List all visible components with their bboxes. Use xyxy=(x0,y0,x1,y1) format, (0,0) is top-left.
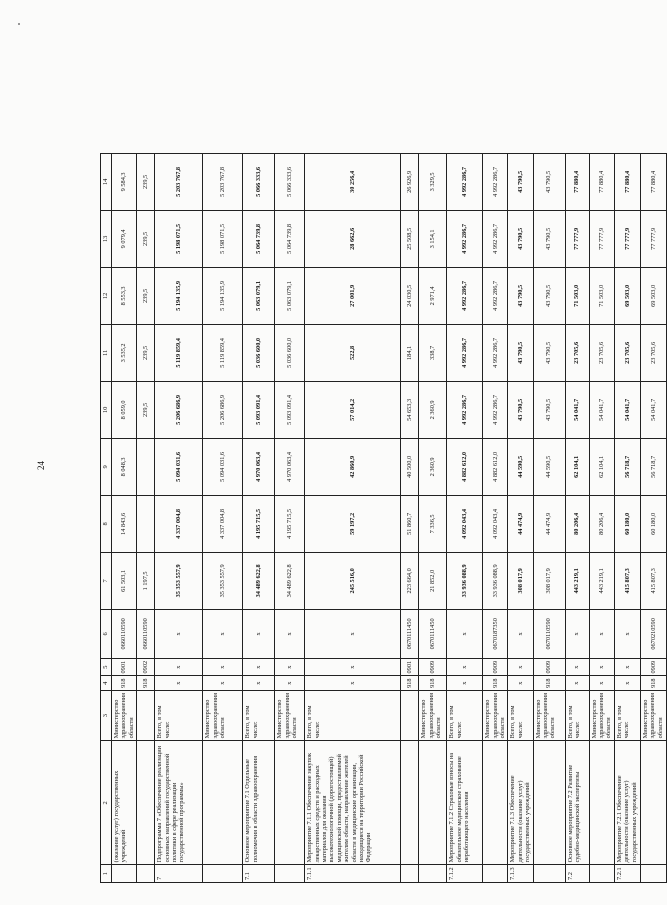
header-cell: 11 xyxy=(101,324,112,381)
table-row xyxy=(640,153,666,882)
row-organization: Всего, в том числе: xyxy=(155,690,203,740)
row-value: 44 474,9 xyxy=(533,495,565,552)
row-value: 77 880,4 xyxy=(614,153,640,210)
row-organization: Министерство здравоохранения области xyxy=(640,690,666,740)
header-cell: 2 xyxy=(101,741,112,865)
row-section: x xyxy=(508,658,533,676)
row-value: 2 971,4 xyxy=(419,267,447,324)
header-cell: 14 xyxy=(101,153,112,210)
row-value: 71 503,0 xyxy=(565,267,589,324)
row-value: 34 489 622,8 xyxy=(275,552,305,609)
row-number xyxy=(275,865,305,883)
row-target-article: x xyxy=(589,609,614,658)
row-value: 239,5 xyxy=(137,381,155,438)
header-cell: 6 xyxy=(101,609,112,658)
row-value: 1 197,5 xyxy=(137,552,155,609)
table-row xyxy=(419,153,447,882)
row-section: 0909 xyxy=(419,658,447,676)
row-number xyxy=(419,865,447,883)
row-organization: Министерство здравоохранения области xyxy=(419,690,447,740)
row-value: 5 206 686,9 xyxy=(203,381,243,438)
row-value: 5 119 859,4 xyxy=(155,324,203,381)
row-value: 54 041,7 xyxy=(565,381,589,438)
row-organization: Министерство здравоохранения области xyxy=(533,690,565,740)
table-row xyxy=(589,153,614,882)
row-grbs: x xyxy=(155,676,203,690)
row-value: 43 790,5 xyxy=(508,153,533,210)
row-value: 5 066 333,6 xyxy=(275,153,305,210)
row-value: 4 992 286,7 xyxy=(483,153,508,210)
table-row xyxy=(137,153,155,882)
row-section: x xyxy=(614,658,640,676)
row-value: 5 194 135,9 xyxy=(155,267,203,324)
row-value: 5 036 600,0 xyxy=(275,324,305,381)
row-value: 43 790,5 xyxy=(508,381,533,438)
row-value: 21 852,0 xyxy=(419,552,447,609)
row-grbs: x xyxy=(614,676,640,690)
row-value: 43 790,5 xyxy=(533,210,565,267)
row-value: 9 584,3 xyxy=(112,153,137,210)
row-section: 0902 xyxy=(137,658,155,676)
row-value: 308 017,9 xyxy=(533,552,565,609)
row-value: 184,1 xyxy=(401,324,419,381)
row-number xyxy=(483,865,508,883)
row-value: 4 992 286,7 xyxy=(483,210,508,267)
row-grbs: x xyxy=(447,676,483,690)
row-value: 4 992 286,7 xyxy=(447,153,483,210)
row-value: 57 014,2 xyxy=(305,381,401,438)
row-organization: Министерство здравоохранения области xyxy=(483,690,508,740)
row-value: 239,5 xyxy=(137,210,155,267)
row-value: 5 119 859,4 xyxy=(203,324,243,381)
row-section: 0909 xyxy=(483,658,508,676)
row-name xyxy=(533,741,565,865)
row-value: 415 807,3 xyxy=(614,552,640,609)
row-value: 4 337 004,8 xyxy=(155,495,203,552)
row-value: 54 041,7 xyxy=(614,381,640,438)
row-grbs: x xyxy=(243,676,275,690)
row-section: x xyxy=(155,658,203,676)
row-value: 69 503,0 xyxy=(614,267,640,324)
row-number: 7.2 xyxy=(565,865,589,883)
row-section: x xyxy=(305,658,401,676)
row-value: 77 880,4 xyxy=(640,153,666,210)
row-value: 43 790,5 xyxy=(508,210,533,267)
row-value: 54 041,7 xyxy=(589,381,614,438)
row-name: Мероприятие 7.1.2 Страховые взносы на обязательное медицинское страхование неработающего населения xyxy=(447,741,483,865)
row-value: 44 590,5 xyxy=(508,438,533,495)
row-value: 33 936 088,9 xyxy=(483,552,508,609)
row-value: 3 154,1 xyxy=(419,210,447,267)
row-value: 8 048,3 xyxy=(112,438,137,495)
row-value: 27 001,9 xyxy=(305,267,401,324)
row-grbs: x xyxy=(565,676,589,690)
row-value: 5 063 079,1 xyxy=(275,267,305,324)
row-value: 80 206,4 xyxy=(565,495,589,552)
header-cell: 7 xyxy=(101,552,112,609)
row-number xyxy=(203,865,243,883)
row-number xyxy=(137,865,155,883)
row-section: x xyxy=(565,658,589,676)
row-value: 5 203 767,8 xyxy=(155,153,203,210)
header-cell: 3 xyxy=(101,690,112,740)
row-value: 4 882 612,0 xyxy=(483,438,508,495)
row-number: 7 xyxy=(155,865,203,883)
row-value: 24 030,5 xyxy=(401,267,419,324)
row-value: 2 360,9 xyxy=(419,438,447,495)
row-number: 7.1.3 xyxy=(508,865,533,883)
row-organization: Всего, в том числе: xyxy=(614,690,640,740)
row-value: 4 992 286,7 xyxy=(447,381,483,438)
row-section: x xyxy=(447,658,483,676)
row-value: 4 970 063,4 xyxy=(243,438,275,495)
row-number: 7.1.2 xyxy=(447,865,483,883)
row-value: 69 503,0 xyxy=(640,267,666,324)
row-value: 35 353 557,9 xyxy=(155,552,203,609)
row-organization: Министерство здравоохранения области xyxy=(112,690,137,740)
table-row xyxy=(155,153,203,882)
row-value: 5 064 739,8 xyxy=(275,210,305,267)
row-value: 43 790,5 xyxy=(508,324,533,381)
row-value: 51 860,7 xyxy=(401,495,419,552)
row-value: 25 508,5 xyxy=(401,210,419,267)
row-number: 7.1 xyxy=(243,865,275,883)
row-value: 308 017,9 xyxy=(508,552,533,609)
table-row xyxy=(401,153,419,882)
row-value: 23 705,6 xyxy=(640,324,666,381)
row-organization: Всего, в том числе: xyxy=(305,690,401,740)
table-row xyxy=(614,153,640,882)
row-value: 23 705,6 xyxy=(589,324,614,381)
row-organization: Министерство здравоохранения области xyxy=(275,690,305,740)
table-row xyxy=(305,153,401,882)
table-body xyxy=(101,153,667,882)
row-value: 4 337 004,8 xyxy=(203,495,243,552)
row-organization xyxy=(137,690,155,740)
header-cell: 5 xyxy=(101,658,112,676)
row-target-article: 0670111450 xyxy=(401,609,419,658)
row-grbs: 918 xyxy=(137,676,155,690)
header-row xyxy=(101,153,112,882)
row-grbs: x xyxy=(275,676,305,690)
row-name: Мероприятие 7.2.1 Обеспечение деятельности (оказание услуг) государственных учреждений xyxy=(614,741,640,865)
row-grbs: 918 xyxy=(533,676,565,690)
header-cell: 4 xyxy=(101,676,112,690)
row-value: 5 094 031,6 xyxy=(203,438,243,495)
row-value: 5 198 071,5 xyxy=(155,210,203,267)
table-row xyxy=(447,153,483,882)
header-cell: 10 xyxy=(101,381,112,438)
row-value: 77 880,4 xyxy=(589,153,614,210)
row-name xyxy=(640,741,666,865)
header-cell: 1 xyxy=(101,865,112,883)
row-target-article: 0660110590 xyxy=(112,609,137,658)
row-value: 338,7 xyxy=(419,324,447,381)
row-target-article: x xyxy=(155,609,203,658)
row-value: 60 180,0 xyxy=(640,495,666,552)
row-name xyxy=(137,741,155,865)
row-grbs: 918 xyxy=(419,676,447,690)
header-cell: 9 xyxy=(101,438,112,495)
row-grbs: 918 xyxy=(112,676,137,690)
row-target-article: x xyxy=(275,609,305,658)
row-value: 415 807,3 xyxy=(640,552,666,609)
row-value: 4 092 043,4 xyxy=(483,495,508,552)
row-value: 5 206 686,9 xyxy=(155,381,203,438)
row-value: 245 516,0 xyxy=(305,552,401,609)
row-value: 33 936 088,9 xyxy=(447,552,483,609)
row-target-article: 0660110590 xyxy=(137,609,155,658)
row-value: 4 092 043,4 xyxy=(447,495,483,552)
row-organization xyxy=(401,690,419,740)
row-value: 443 219,1 xyxy=(589,552,614,609)
row-grbs: x xyxy=(589,676,614,690)
row-value: 9 079,4 xyxy=(112,210,137,267)
row-value: 54 041,7 xyxy=(640,381,666,438)
row-value: 522,8 xyxy=(305,324,401,381)
row-value: 5 093 091,4 xyxy=(275,381,305,438)
row-target-article: x xyxy=(614,609,640,658)
row-value: 56 718,7 xyxy=(640,438,666,495)
row-section: x xyxy=(243,658,275,676)
row-value: 443 219,1 xyxy=(565,552,589,609)
row-grbs: x xyxy=(203,676,243,690)
row-value: 44 590,5 xyxy=(533,438,565,495)
page-number: 24 xyxy=(36,461,46,470)
row-grbs: x xyxy=(508,676,533,690)
row-organization: Министерство здравоохранения области xyxy=(589,690,614,740)
row-target-article: 0670210590 xyxy=(640,609,666,658)
table-row xyxy=(243,153,275,882)
row-value: 77 777,9 xyxy=(589,210,614,267)
row-value: 5 093 091,4 xyxy=(243,381,275,438)
row-value: 4 992 286,7 xyxy=(483,324,508,381)
row-value: 8 059,0 xyxy=(112,381,137,438)
row-value: 40 500,0 xyxy=(401,438,419,495)
table-row xyxy=(203,153,243,882)
row-value: 42 860,9 xyxy=(305,438,401,495)
row-number xyxy=(112,865,137,883)
row-value: 43 790,5 xyxy=(533,381,565,438)
row-value: 44 474,9 xyxy=(508,495,533,552)
row-value: 4 195 715,5 xyxy=(243,495,275,552)
row-value: 43 790,5 xyxy=(533,324,565,381)
row-value: 62 104,1 xyxy=(589,438,614,495)
table-row xyxy=(565,153,589,882)
row-value: 239,5 xyxy=(137,153,155,210)
row-value: 14 843,6 xyxy=(112,495,137,552)
row-number: 7.1.1 xyxy=(305,865,401,883)
row-value: 3 329,5 xyxy=(419,153,447,210)
row-value: 77 777,9 xyxy=(614,210,640,267)
row-value: 4 992 286,7 xyxy=(447,210,483,267)
row-number xyxy=(640,865,666,883)
row-value: 239,5 xyxy=(137,267,155,324)
row-value: 28 662,6 xyxy=(305,210,401,267)
row-value: 7 336,5 xyxy=(419,495,447,552)
row-value xyxy=(137,438,155,495)
speck-mark xyxy=(18,23,20,25)
table-row xyxy=(112,153,137,882)
row-value: 59 197,2 xyxy=(305,495,401,552)
row-value: 4 970 063,4 xyxy=(275,438,305,495)
row-value: 23 705,6 xyxy=(614,324,640,381)
budget-table xyxy=(100,153,667,883)
header-cell: 12 xyxy=(101,267,112,324)
row-organization: Министерство здравоохранения области xyxy=(203,690,243,740)
row-target-article: x xyxy=(508,609,533,658)
row-value: 4 882 612,0 xyxy=(447,438,483,495)
row-section: x xyxy=(203,658,243,676)
row-target-article: 0670187350 xyxy=(483,609,508,658)
row-name: Основное мероприятие 7.1 Отдельные полномочия в области здравоохранения xyxy=(243,741,275,865)
row-section: 0909 xyxy=(640,658,666,676)
row-name: Подпрограмма 7 «Обеспечение реализации основных направлений государственной политики в сфере реализации государственной программы» xyxy=(155,741,203,865)
row-value: 77 880,4 xyxy=(565,153,589,210)
row-value: 30 256,4 xyxy=(305,153,401,210)
row-organization: Всего, в том числе: xyxy=(447,690,483,740)
table-row xyxy=(508,153,533,882)
row-name: Мероприятие 7.1.3 Обеспечение деятельности (оказание услуг) государственных учреждений xyxy=(508,741,533,865)
row-value: 2 360,9 xyxy=(419,381,447,438)
row-value: 61 503,1 xyxy=(112,552,137,609)
row-value: 26 926,9 xyxy=(401,153,419,210)
row-name xyxy=(401,741,419,865)
row-value: 54 653,3 xyxy=(401,381,419,438)
row-value: 5 094 031,6 xyxy=(155,438,203,495)
row-value: 5 064 739,8 xyxy=(243,210,275,267)
row-section: x xyxy=(275,658,305,676)
row-value: 43 790,5 xyxy=(533,267,565,324)
header-cell: 13 xyxy=(101,210,112,267)
row-value: 5 066 333,6 xyxy=(243,153,275,210)
row-name xyxy=(419,741,447,865)
row-grbs: 918 xyxy=(401,676,419,690)
row-number: 7.2.1 xyxy=(614,865,640,883)
row-value: 80 206,4 xyxy=(589,495,614,552)
row-name xyxy=(203,741,243,865)
row-target-article: x xyxy=(203,609,243,658)
row-number xyxy=(401,865,419,883)
row-name: Мероприятие 7.1.1 Обеспечение закупок лекарственных средств и расходных материалов для оказания высокотехнологичной (дорогостоящей) медицинской помощи, предоставляемой жителям области, направление жителей области в медицинские организации, находящиеся на территории Российской Федерации xyxy=(305,741,401,865)
row-value: 60 180,0 xyxy=(614,495,640,552)
row-organization: Всего, в том числе: xyxy=(243,690,275,740)
row-value: 5 203 767,8 xyxy=(203,153,243,210)
row-target-article: 0670111450 xyxy=(419,609,447,658)
row-value: 71 503,0 xyxy=(589,267,614,324)
table-row xyxy=(483,153,508,882)
row-name: Основное мероприятие 7.2 Развитие судебно-медицинской экспертизы xyxy=(565,741,589,865)
row-value: 35 353 557,9 xyxy=(203,552,243,609)
row-value: 77 777,9 xyxy=(565,210,589,267)
row-name xyxy=(589,741,614,865)
row-value: 223 664,0 xyxy=(401,552,419,609)
row-number xyxy=(533,865,565,883)
row-grbs: x xyxy=(305,676,401,690)
row-value: 4 992 286,7 xyxy=(483,381,508,438)
row-value: 5 198 071,5 xyxy=(203,210,243,267)
row-name: (оказание услуг) государственных учреждений xyxy=(112,741,137,865)
row-value: 4 992 286,7 xyxy=(447,267,483,324)
row-value: 34 489 622,8 xyxy=(243,552,275,609)
row-target-article: x xyxy=(305,609,401,658)
row-value xyxy=(137,495,155,552)
row-name xyxy=(483,741,508,865)
row-target-article: x xyxy=(447,609,483,658)
row-organization: Всего, в том числе: xyxy=(565,690,589,740)
row-section: 0909 xyxy=(533,658,565,676)
row-value: 56 718,7 xyxy=(614,438,640,495)
row-value: 5 036 600,0 xyxy=(243,324,275,381)
row-value: 4 992 286,7 xyxy=(483,267,508,324)
row-grbs: 918 xyxy=(640,676,666,690)
row-section: x xyxy=(589,658,614,676)
table-row xyxy=(275,153,305,882)
header-cell: 8 xyxy=(101,495,112,552)
row-value: 5 194 135,9 xyxy=(203,267,243,324)
row-grbs: 918 xyxy=(483,676,508,690)
row-value: 239,5 xyxy=(137,324,155,381)
row-name xyxy=(275,741,305,865)
row-value: 3 535,2 xyxy=(112,324,137,381)
row-value: 77 777,9 xyxy=(640,210,666,267)
row-target-article: 0670110590 xyxy=(533,609,565,658)
row-target-article: x xyxy=(565,609,589,658)
row-section: 0901 xyxy=(112,658,137,676)
row-value: 23 705,6 xyxy=(565,324,589,381)
row-value: 4 195 715,5 xyxy=(275,495,305,552)
row-value: 4 992 286,7 xyxy=(447,324,483,381)
row-organization: Всего, в том числе: xyxy=(508,690,533,740)
row-value: 8 553,3 xyxy=(112,267,137,324)
row-target-article: x xyxy=(243,609,275,658)
row-number xyxy=(589,865,614,883)
row-section: 0901 xyxy=(401,658,419,676)
row-value: 5 063 079,1 xyxy=(243,267,275,324)
row-value: 62 104,1 xyxy=(565,438,589,495)
row-value: 43 790,5 xyxy=(508,267,533,324)
table-row xyxy=(533,153,565,882)
row-value: 43 790,5 xyxy=(533,153,565,210)
